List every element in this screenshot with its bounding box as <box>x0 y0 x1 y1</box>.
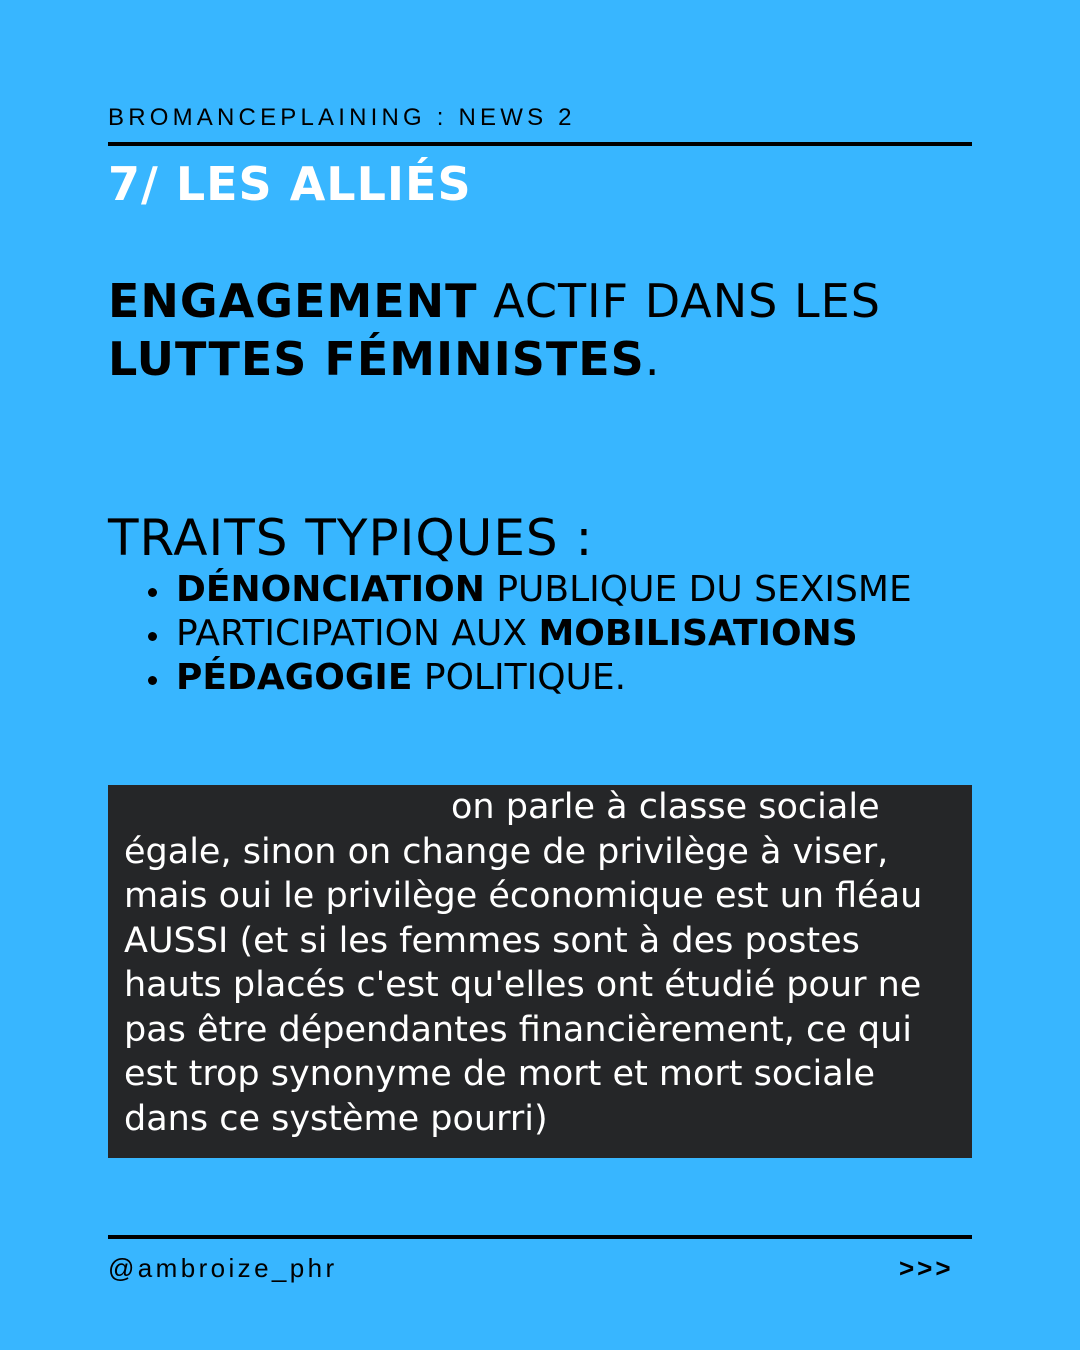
quote-line: mais oui le privilège économique est un fléau <box>124 876 923 916</box>
author-handle: @ambroize_phr <box>108 1253 338 1283</box>
trait-item <box>148 656 912 700</box>
next-arrow: >>> <box>899 1253 954 1283</box>
bottom-divider <box>108 1235 972 1239</box>
series-label: BROMANCEPLAINING : NEWS 2 <box>108 104 576 131</box>
trait-text: POLITIQUE. <box>412 657 627 698</box>
headline-rest-2: . <box>644 332 661 386</box>
trait-bold: PÉDAGOGIE <box>176 657 413 698</box>
quote-line: hauts placés c'est qu'elles ont étudié pour ne <box>124 965 922 1005</box>
headline <box>108 272 881 388</box>
trait-item <box>148 568 912 612</box>
quote-line: pas être dépendantes financièrement, ce qui <box>124 1009 913 1050</box>
trait-text: PUBLIQUE DU SEXISME <box>484 569 912 610</box>
quote-line: égale, sinon on change de privilège à viser, <box>124 831 889 872</box>
section-title: 7/ LES ALLIÉS <box>108 157 472 211</box>
traits-list <box>148 568 912 700</box>
quote-line: AUSSI (et si les femmes sont à des postes <box>124 920 860 961</box>
quote-line: dans ce système pourri) <box>124 1098 548 1139</box>
headline-bold-2: LUTTES FÉMINISTES <box>108 332 645 386</box>
headline-rest-1: ACTIF DANS LES <box>477 274 881 328</box>
quote-text <box>124 785 962 1141</box>
quote-screenshot <box>108 785 972 1158</box>
traits-title: TRAITS TYPIQUES : <box>108 509 594 567</box>
trait-item <box>148 612 912 656</box>
trait-bold: MOBILISATIONS <box>538 613 858 654</box>
quote-line: on parle à classe sociale <box>451 787 880 827</box>
trait-bold: DÉNONCIATION <box>176 569 485 610</box>
trait-text: PARTICIPATION AUX <box>176 613 539 654</box>
quote-line: est trop synonyme de mort et mort sociale <box>124 1054 875 1094</box>
top-divider <box>108 142 972 146</box>
headline-bold-1: ENGAGEMENT <box>108 274 478 328</box>
